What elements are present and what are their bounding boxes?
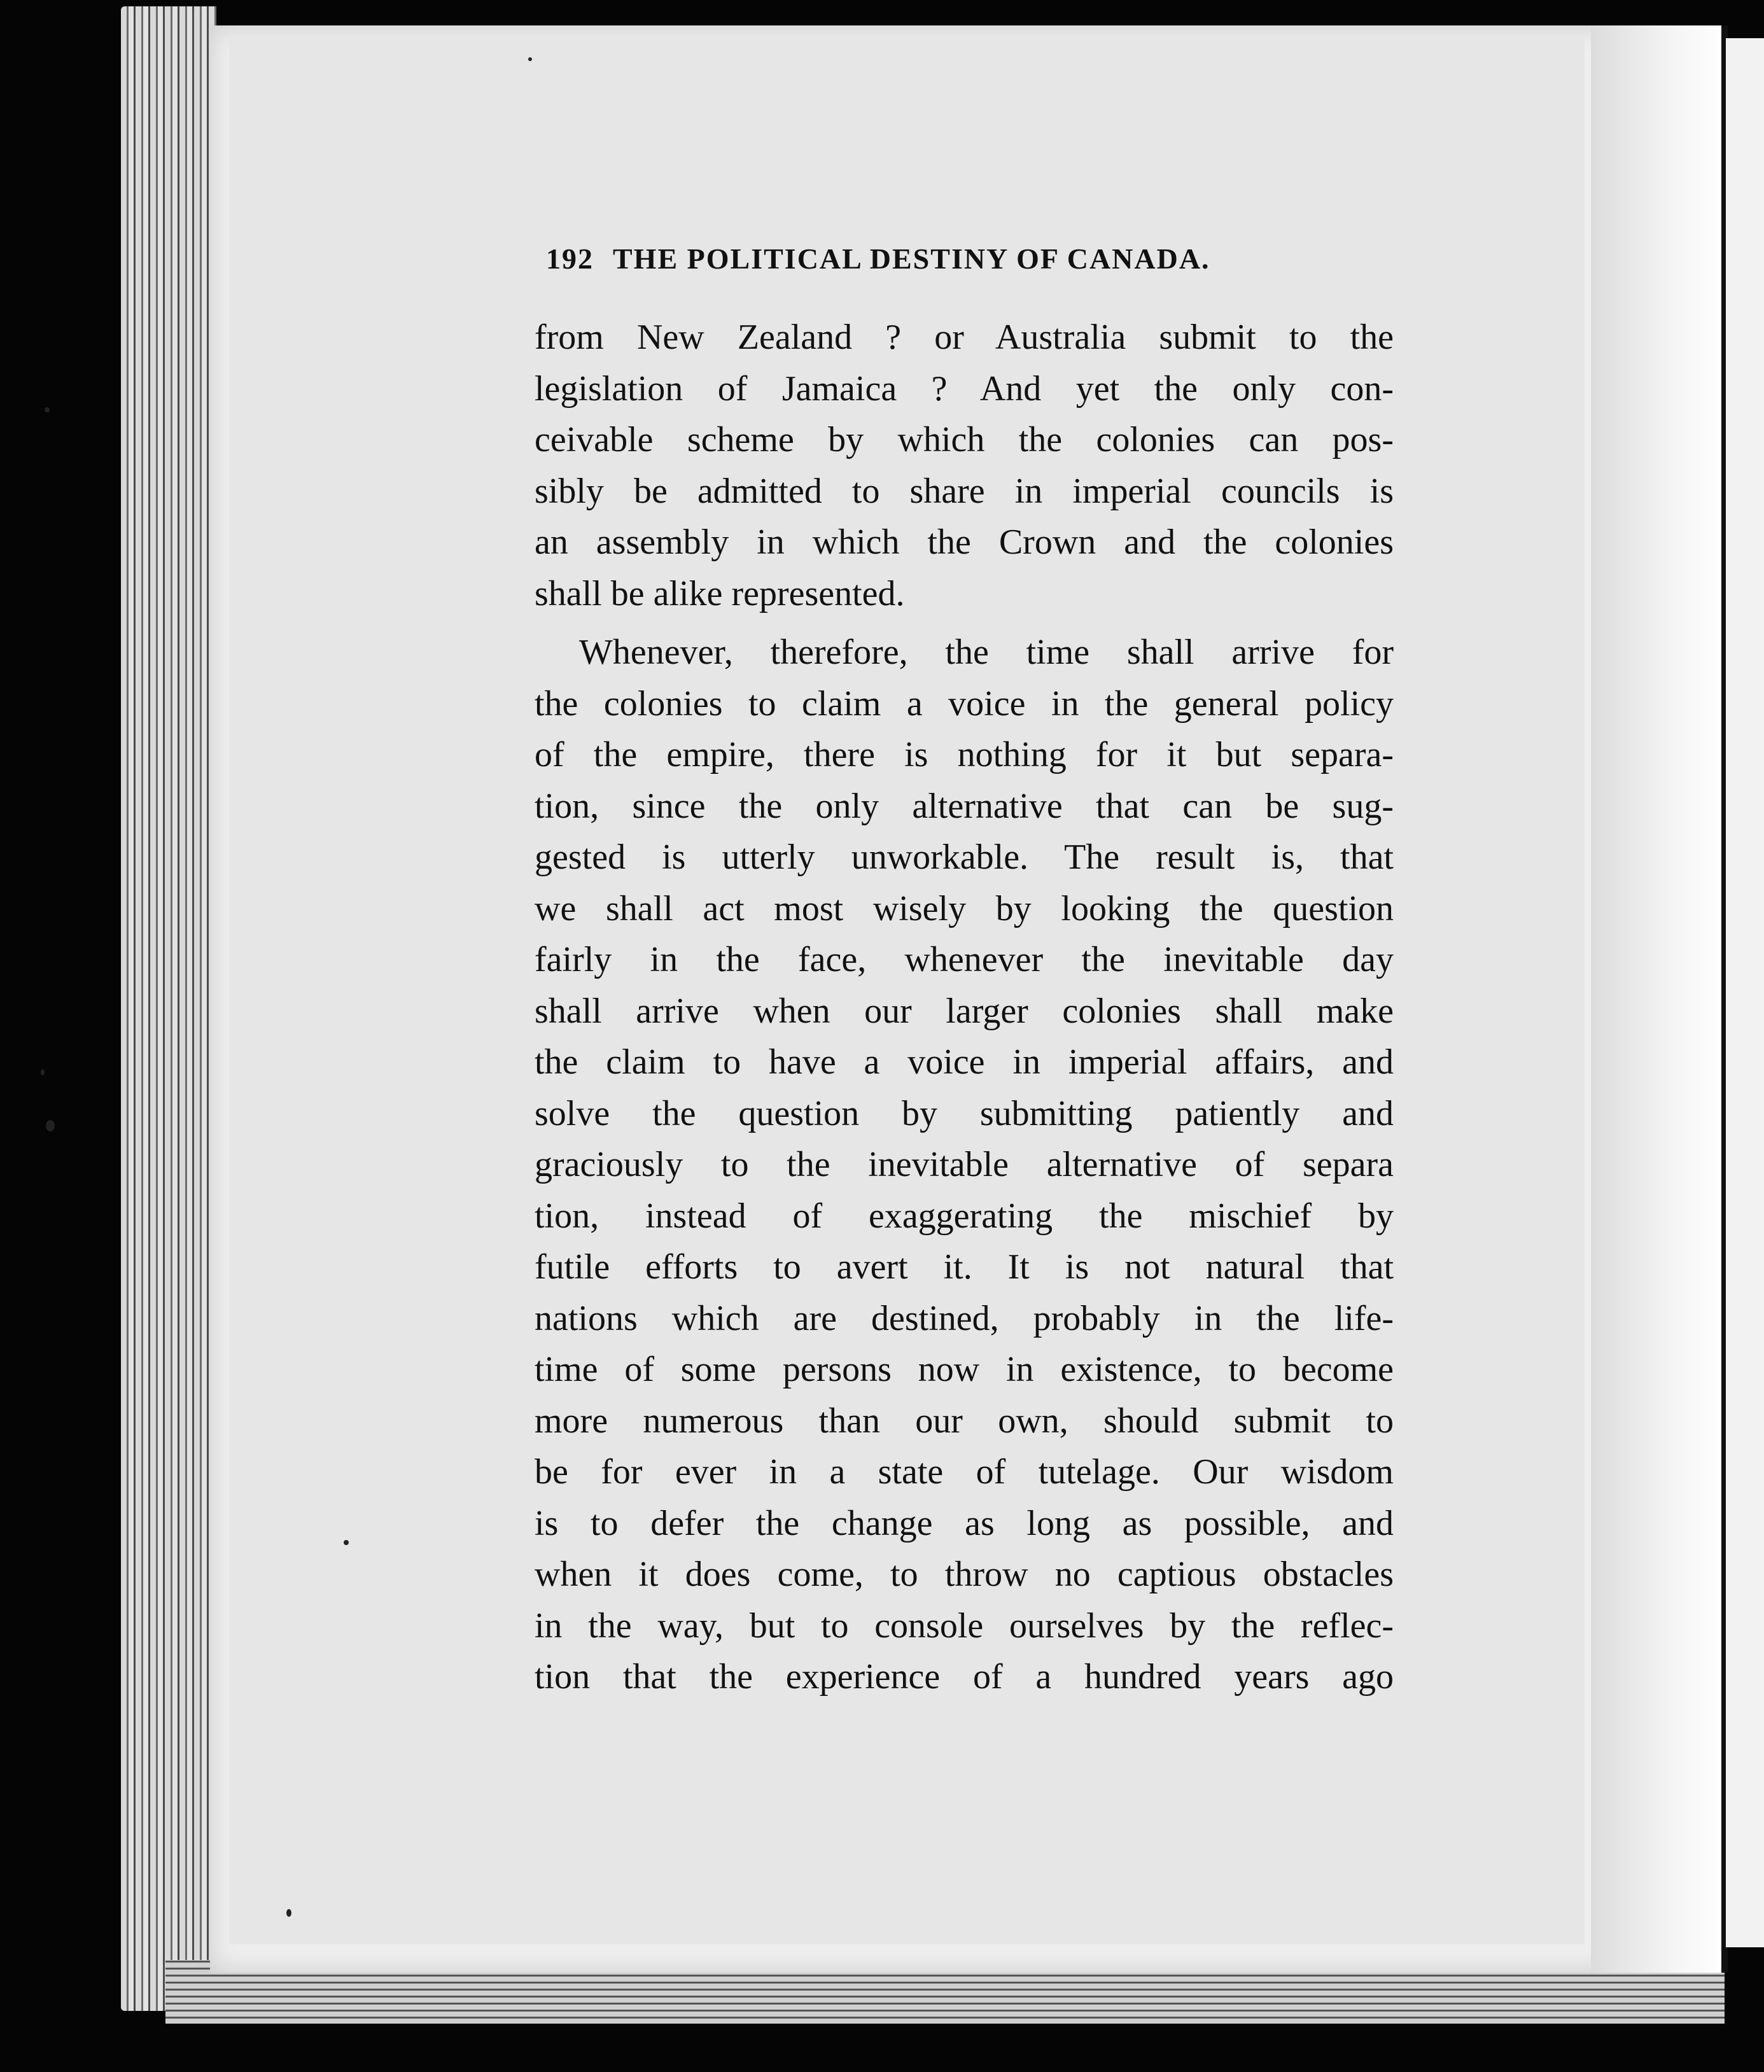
text-line: more numerous than our own, should submit to — [535, 1401, 1394, 1441]
text-line: be for ever in a state of tutelage. Our wisdom — [535, 1452, 1394, 1492]
page-gutter — [1591, 25, 1725, 1973]
text-line: gested is utterly unworkable. The result is, that — [535, 837, 1394, 877]
text-line: of the empire, there is nothing for it but separa- — [535, 735, 1394, 774]
running-head — [546, 242, 1335, 276]
body-text — [535, 312, 1394, 1703]
text-line: solve the question by submitting patiently and — [535, 1093, 1394, 1133]
running-title: THE POLITICAL DESTINY OF CANADA. — [613, 242, 1210, 275]
paragraph-1 — [535, 312, 1394, 619]
facing-page-edge — [1726, 38, 1764, 1947]
text-line: fairly in the face, whenever the inevitable day — [535, 940, 1394, 979]
text-line: when it does come, to throw no captious obstacles — [535, 1555, 1394, 1594]
text-line: shall be alike represented. — [535, 573, 905, 613]
book-page-edges — [121, 6, 216, 2011]
text-line: sibly be admitted to share in imperial councils is — [535, 471, 1394, 511]
paragraph-2 — [535, 627, 1394, 1703]
text-line: shall arrive when our larger colonies shall make — [535, 991, 1394, 1031]
text-line: the claim to have a voice in imperial affairs, and — [535, 1042, 1394, 1082]
text-line: futile efforts to avert it. It is not natural that — [535, 1247, 1394, 1287]
page-number: 192 — [546, 242, 594, 275]
text-line: we shall act most wisely by looking the question — [535, 888, 1394, 928]
text-line: in the way, but to console ourselves by the reflec- — [535, 1606, 1394, 1646]
text-line: from New Zealand ? or Australia submit to the — [535, 318, 1394, 357]
text-line: tion, instead of exaggerating the mischief by — [535, 1196, 1394, 1236]
text-line: time of some persons now in existence, to become — [535, 1350, 1394, 1389]
text-line: an assembly in which the Crown and the colonies — [535, 522, 1394, 562]
text-line: tion that the experience of a hundred years ago — [535, 1657, 1394, 1697]
text-line: Whenever, therefore, the time shall arrive for — [579, 633, 1394, 672]
text-line: the colonies to claim a voice in the general policy — [535, 683, 1394, 724]
text-line: tion, since the only alternative that can be sug- — [535, 786, 1394, 826]
text-line: is to defer the change as long as possible, and — [535, 1503, 1394, 1543]
text-line: nations which are destined, probably in the life- — [535, 1298, 1394, 1338]
text-line: legislation of Jamaica ? And yet the only con- — [535, 368, 1394, 409]
text-line: ceivable scheme by which the colonies can pos- — [535, 420, 1394, 459]
text-line: graciously to the inevitable alternative of separa — [535, 1145, 1394, 1184]
